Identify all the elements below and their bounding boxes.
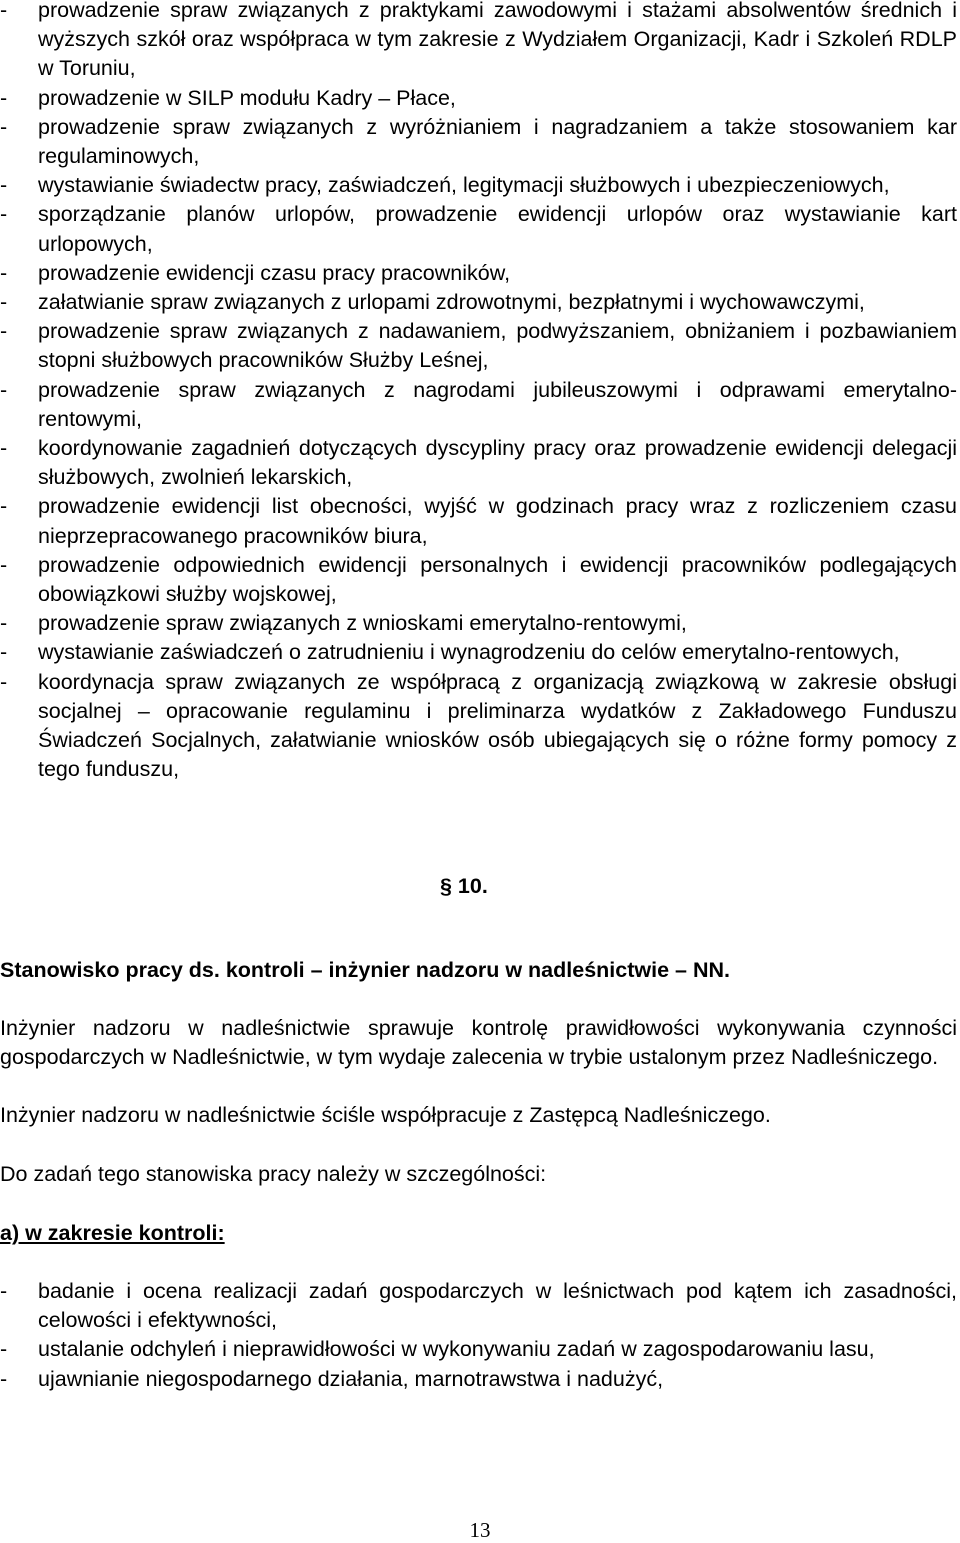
list-dash: -	[0, 436, 8, 461]
list-item	[0, 1277, 957, 1335]
section-title: Stanowisko pracy ds. kontroli – inżynier nadzoru w nadleśnictwie – NN.	[0, 958, 730, 982]
list-item	[0, 288, 957, 317]
list-item	[0, 317, 957, 375]
list-dash: -	[0, 611, 8, 636]
list-item	[0, 200, 957, 258]
list-item-text: prowadzenie spraw związanych z nagrodami jubileuszowymi i odprawami emerytalno-rentowymi,	[38, 377, 957, 431]
list-item-text: prowadzenie odpowiednich ewidencji personalnych i ewidencji pracowników podlegających obowiązkowi służby wojskowej,	[38, 552, 957, 607]
list-item-text: prowadzenie spraw związanych z praktykami zawodowymi i stażami absolwentów średnich i wyższych szkół oraz współpraca w tym zakresie z Wydziałem Organizacji, Kadr i Szkoleń RDLP w Toruniu,	[38, 0, 957, 81]
list-dash: -	[0, 173, 8, 198]
list-item	[0, 609, 957, 638]
list-item	[0, 84, 957, 113]
list-dash: -	[0, 494, 8, 519]
list-item	[0, 259, 957, 288]
list-item-text: badanie i ocena realizacji zadań gospodarczych w leśnictwach pod kątem ich zasadności, celowości i efektywności,	[38, 1279, 957, 1333]
list-item	[0, 434, 957, 492]
list-item-text: wystawianie świadectw pracy, zaświadczeń, legitymacji służbowych i ubezpieczeniowych,	[38, 173, 890, 198]
duties-list-control	[0, 1277, 957, 1394]
list-item	[0, 113, 957, 171]
list-item-text: sporządzanie planów urlopów, prowadzenie ewidencji urlopów oraz wystawianie kart urlopowych,	[38, 202, 957, 256]
list-dash: -	[0, 85, 8, 110]
list-dash: -	[0, 319, 8, 344]
list-item	[0, 492, 957, 550]
list-item	[0, 1365, 957, 1394]
list-item-text: prowadzenie ewidencji czasu pracy pracowników,	[38, 260, 511, 285]
list-dash: -	[0, 377, 8, 402]
list-item-text: prowadzenie spraw związanych z nadawaniem, podwyższaniem, obniżaniem i pozbawianiem stopni służbowych pracowników Służby Leśnej,	[38, 319, 957, 373]
list-dash: -	[0, 669, 8, 694]
list-dash: -	[0, 640, 8, 665]
list-dash: -	[0, 0, 8, 22]
list-item	[0, 376, 957, 434]
list-dash: -	[0, 260, 8, 285]
list-dash: -	[0, 202, 8, 227]
paragraph-supervision: Inżynier nadzoru w nadleśnictwie sprawuje kontrolę prawidłowości wykonywania czynności gospodarczych w Nadleśnictwie, w tym wydaje zalecenia w trybie ustalonym przez Nadleśniczego.	[0, 1016, 957, 1070]
list-dash: -	[0, 1337, 8, 1362]
list-dash: -	[0, 114, 8, 139]
list-dash: -	[0, 1279, 8, 1303]
list-item	[0, 551, 957, 609]
list-dash: -	[0, 290, 8, 315]
list-item	[0, 171, 957, 200]
paragraph-cooperation: Inżynier nadzoru w nadleśnictwie ściśle współpracuje z Zastępcą Nadleśniczego.	[0, 1103, 771, 1127]
section-number: § 10.	[440, 874, 488, 898]
list-item-text: prowadzenie ewidencji list obecności, wyjść w godzinach pracy wraz z rozliczeniem czasu nieprzepracowanego pracowników biura,	[38, 494, 957, 548]
list-item	[0, 1335, 957, 1364]
list-item-text: ustalanie odchyleń i nieprawidłowości w wykonywaniu zadań w zagospodarowaniu lasu,	[38, 1337, 875, 1362]
list-item-text: prowadzenie spraw związanych z wyróżnianiem i nagradzaniem a także stosowaniem kar regulaminowych,	[38, 114, 957, 169]
list-dash: -	[0, 552, 8, 577]
list-dash: -	[0, 1366, 8, 1391]
page-number: 13	[469, 1518, 491, 1542]
list-item	[0, 0, 957, 84]
list-item-text: koordynowanie zagadnień dotyczących dyscypliny pracy oraz prowadzenie ewidencji delegacji służbowych, zwolnień lekarskich,	[38, 436, 957, 490]
list-item-text: załatwianie spraw związanych z urlopami zdrowotnymi, bezpłatnymi i wychowawczymi,	[38, 290, 865, 315]
list-item-text: prowadzenie w SILP modułu Kadry – Płace,	[38, 85, 456, 110]
list-item-text: prowadzenie spraw związanych z wnioskami emerytalno-rentowymi,	[38, 611, 687, 636]
list-item-text: ujawnianie niegospodarnego działania, marnotrawstwa i nadużyć,	[38, 1366, 664, 1391]
paragraph-duties-intro: Do zadań tego stanowiska pracy należy w szczególności:	[0, 1162, 547, 1186]
list-item-text: wystawianie zaświadczeń o zatrudnieniu i wynagrodzeniu do celów emerytalno-rentowych,	[38, 640, 900, 665]
list-item-text: koordynacja spraw związanych ze współpracą z organizacją związkową w zakresie obsługi socjalnej – opracowanie regulaminu i preliminarza wydatków z Zakładowego Funduszu Świadczeń Socjalnych, załatwianie wniosków osób ubiegających się o różne formy pomocy z tego funduszu,	[38, 669, 957, 782]
list-item	[0, 638, 957, 667]
subheading-control: a) w zakresie kontroli:	[0, 1221, 225, 1245]
list-item	[0, 668, 957, 785]
